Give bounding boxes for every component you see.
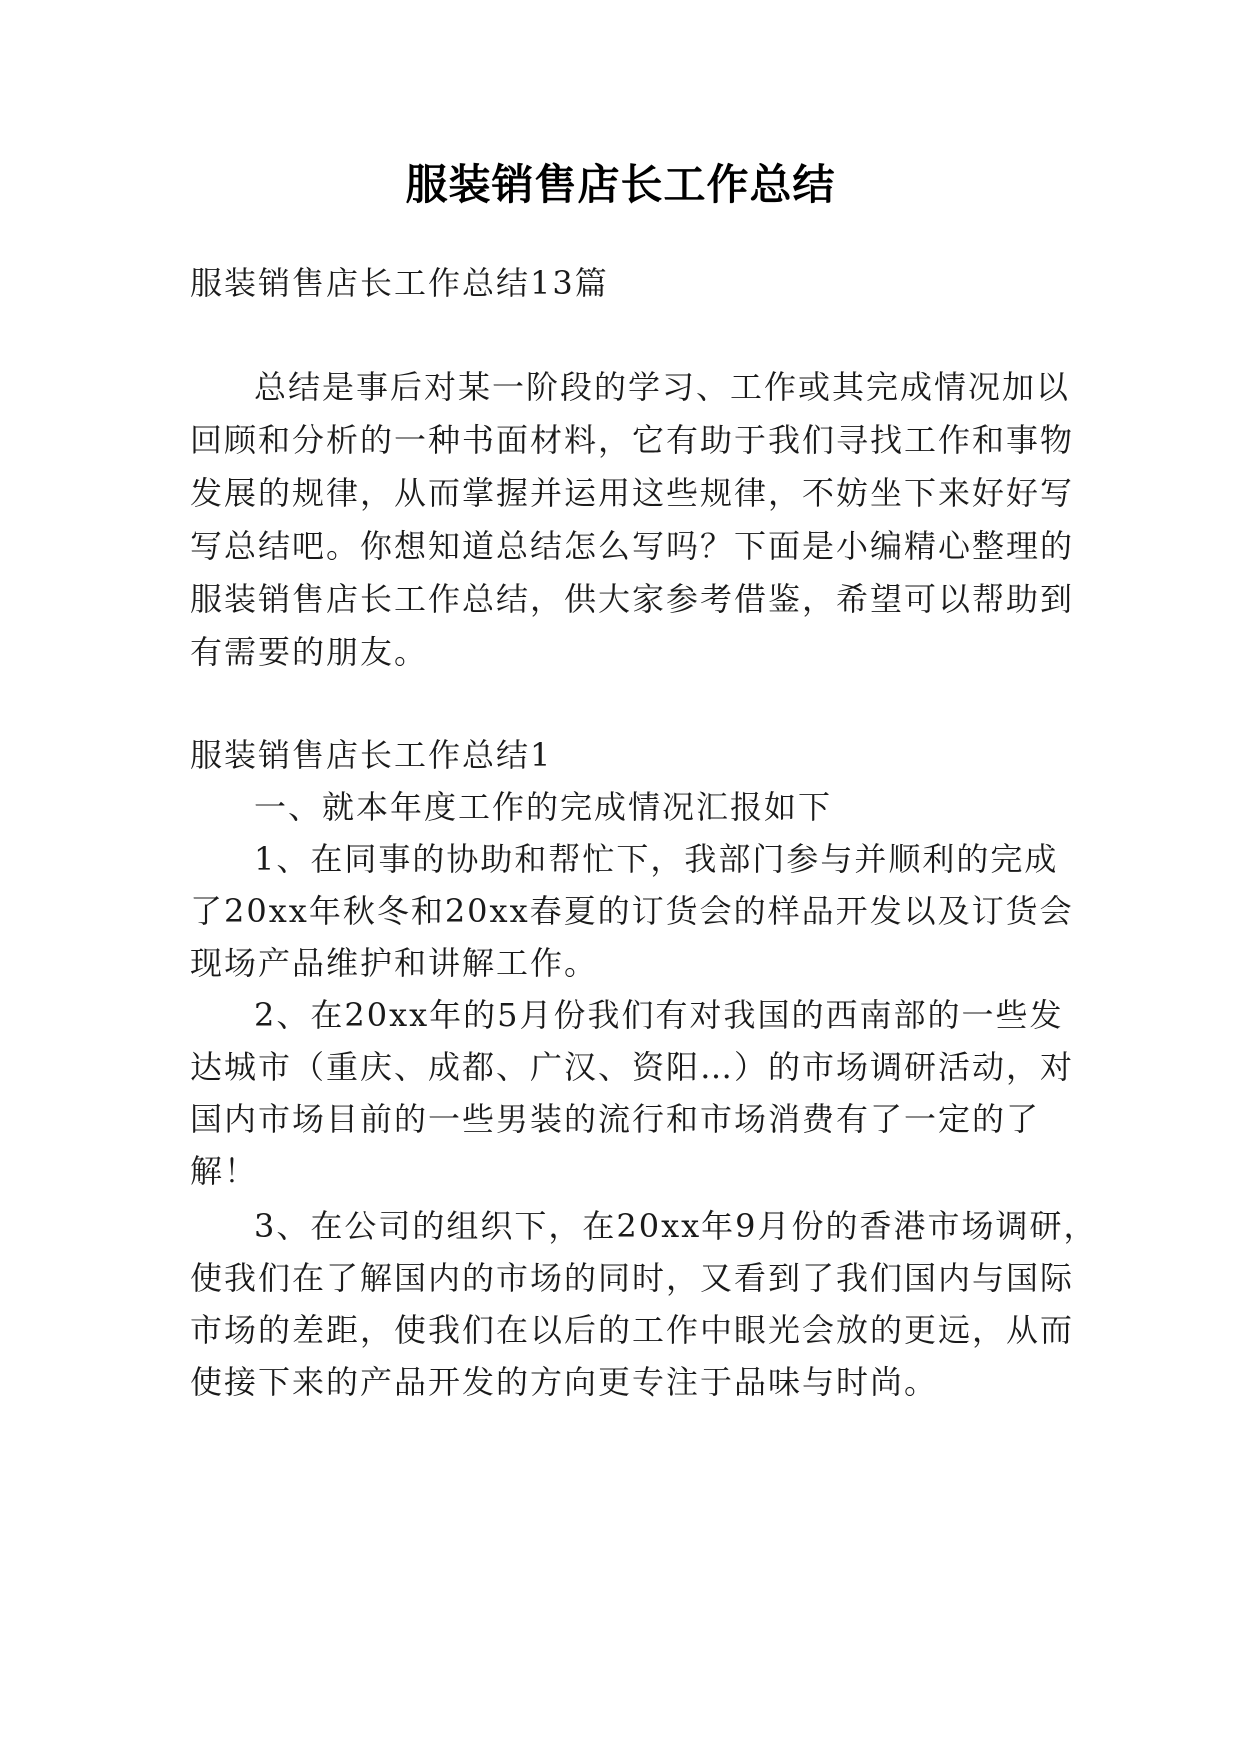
intro-line: 总结是事后对某一阶段的学习、工作或其完成情况加以	[254, 368, 1071, 406]
document-title: 服装销售店长工作总结	[405, 160, 836, 209]
item1-line: 了20xx年秋冬和20xx春夏的订货会的样品开发以及订货会	[190, 892, 1074, 930]
intro-line: 写总结吧。你想知道总结怎么写吗？下面是小编精心整理的	[190, 527, 1075, 565]
item2-line: 2、在20xx年的5月份我们有对我国的西南部的一些发	[254, 996, 1064, 1034]
item3-line: 使接下来的产品开发的方向更专注于品味与时尚。	[190, 1363, 939, 1401]
document-subtitle: 服装销售店长工作总结13篇	[190, 264, 609, 302]
item2-line: 解！	[190, 1152, 259, 1190]
item3-line: 使我们在了解国内的市场的同时，又看到了我们国内与国际	[190, 1259, 1075, 1297]
item3-line: 3、在公司的组织下，在20xx年9月份的香港市场调研，	[254, 1207, 1098, 1245]
item3-line: 市场的差距，使我们在以后的工作中眼光会放的更远，从而	[190, 1311, 1075, 1349]
item1-line: 1、在同事的协助和帮忙下，我部门参与并顺利的完成	[254, 840, 1059, 878]
intro-line: 服装销售店长工作总结，供大家参考借鉴，希望可以帮助到	[190, 580, 1075, 618]
item1-line: 现场产品维护和讲解工作。	[190, 944, 599, 982]
intro-line: 回顾和分析的一种书面材料，它有助于我们寻找工作和事物	[190, 421, 1075, 459]
section-subheading: 一、就本年度工作的完成情况汇报如下	[254, 788, 833, 826]
section-heading: 服装销售店长工作总结1	[190, 736, 553, 774]
intro-line: 有需要的朋友。	[190, 633, 429, 671]
item2-line: 国内市场目前的一些男装的流行和市场消费有了一定的了	[190, 1100, 1041, 1138]
item2-line: 达城市（重庆、成都、广汉、资阳…）的市场调研活动，对	[190, 1048, 1075, 1086]
intro-line: 发展的规律，从而掌握并运用这些规律，不妨坐下来好好写	[190, 474, 1075, 512]
